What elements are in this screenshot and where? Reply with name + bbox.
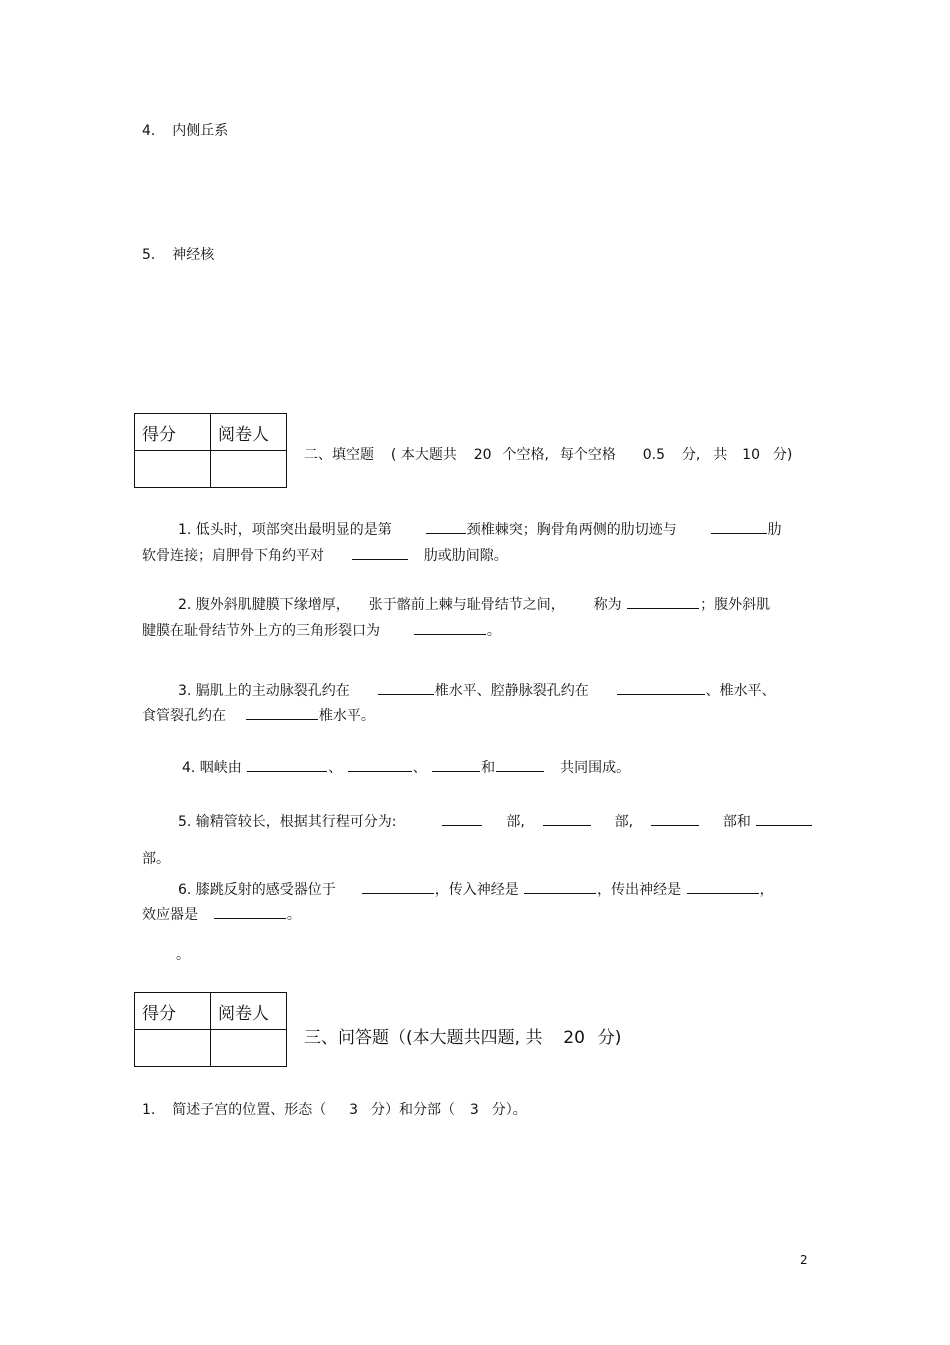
score-label: 得分	[135, 993, 211, 1030]
blank-14[interactable]	[543, 811, 591, 826]
score-box-section-3	[134, 992, 287, 1067]
question-6-line-2: 效应器是 。	[142, 904, 301, 924]
blank-3[interactable]	[352, 545, 408, 560]
section-3-heading: 三、问答题（(本大题共四题, 共 20 分)	[304, 1028, 622, 1048]
item-5-text: 神经核	[172, 247, 215, 263]
blank-10[interactable]	[348, 757, 412, 772]
blank-4[interactable]	[627, 594, 699, 609]
question-1-line-2: 软骨连接；肩胛骨下角约平对 肋或肋间隙。	[142, 545, 508, 565]
grader-label: 阅卷人	[211, 414, 287, 451]
blank-16[interactable]	[756, 811, 812, 826]
item-4	[142, 120, 228, 140]
grader-label: 阅卷人	[211, 993, 287, 1030]
question-3-line-2: 食管裂孔约在 椎水平。	[142, 705, 375, 725]
blank-12[interactable]	[496, 757, 544, 772]
question-5-line-2: 部。	[142, 851, 170, 867]
blank-5[interactable]	[414, 620, 486, 635]
item-4-number: 4.	[142, 123, 156, 139]
blank-1[interactable]	[426, 519, 466, 534]
blank-2[interactable]	[711, 519, 767, 534]
question-5-line-1: 5. 输精管较长，根据其行程可分为: 部, 部, 部和	[178, 811, 813, 831]
score-cell[interactable]	[135, 1030, 211, 1067]
blank-6[interactable]	[378, 680, 434, 695]
blank-15[interactable]	[651, 811, 699, 826]
grader-cell[interactable]	[211, 1030, 287, 1067]
question-2-line-2: 腱膜在耻骨结节外上方的三角形裂口为 。	[142, 620, 501, 640]
score-box-section-2	[134, 413, 287, 488]
page-number: 2	[800, 1253, 808, 1267]
blank-18[interactable]	[524, 879, 596, 894]
section-2-heading: 二、填空题 ( 本大题共 20 个空格, 每个空格 0.5 分, 共 10 分)	[304, 447, 793, 463]
item-5	[142, 244, 214, 264]
blank-8[interactable]	[246, 705, 318, 720]
blank-7[interactable]	[617, 680, 705, 695]
question-1-line-1: 1. 低头时，项部突出最明显的是第 颈椎棘突；胸骨角两侧的肋切迹与 肋	[178, 519, 782, 539]
question-4: 4. 咽峡由 、 、 和 共同围成。	[182, 757, 630, 777]
question-2-line-1: 2. 腹外斜肌腱膜下缘增厚， 张于髂前上棘与耻骨结节之间， 称为 ；腹外斜肌	[178, 594, 770, 614]
item-4-text: 内侧丘系	[172, 123, 229, 139]
blank-13[interactable]	[442, 811, 482, 826]
blank-17[interactable]	[362, 879, 434, 894]
blank-9[interactable]	[247, 757, 327, 772]
blank-20[interactable]	[214, 904, 286, 919]
item-5-number: 5.	[142, 247, 156, 263]
blank-11[interactable]	[432, 757, 480, 772]
stray-period: 。	[176, 947, 190, 963]
score-cell[interactable]	[135, 451, 211, 488]
question-6-line-1: 6. 膝跳反射的感受器位于 ，传入神经是 ，传出神经是 ，	[178, 879, 774, 899]
question-3-line-1: 3. 膈肌上的主动脉裂孔约在 椎水平、腔静脉裂孔约在 、椎水平、	[178, 680, 776, 700]
essay-question-1: 1. 简述子宫的位置、形态（ 3 分）和分部（ 3 分）。	[142, 1102, 527, 1118]
blank-19[interactable]	[687, 879, 759, 894]
score-label: 得分	[135, 414, 211, 451]
grader-cell[interactable]	[211, 451, 287, 488]
